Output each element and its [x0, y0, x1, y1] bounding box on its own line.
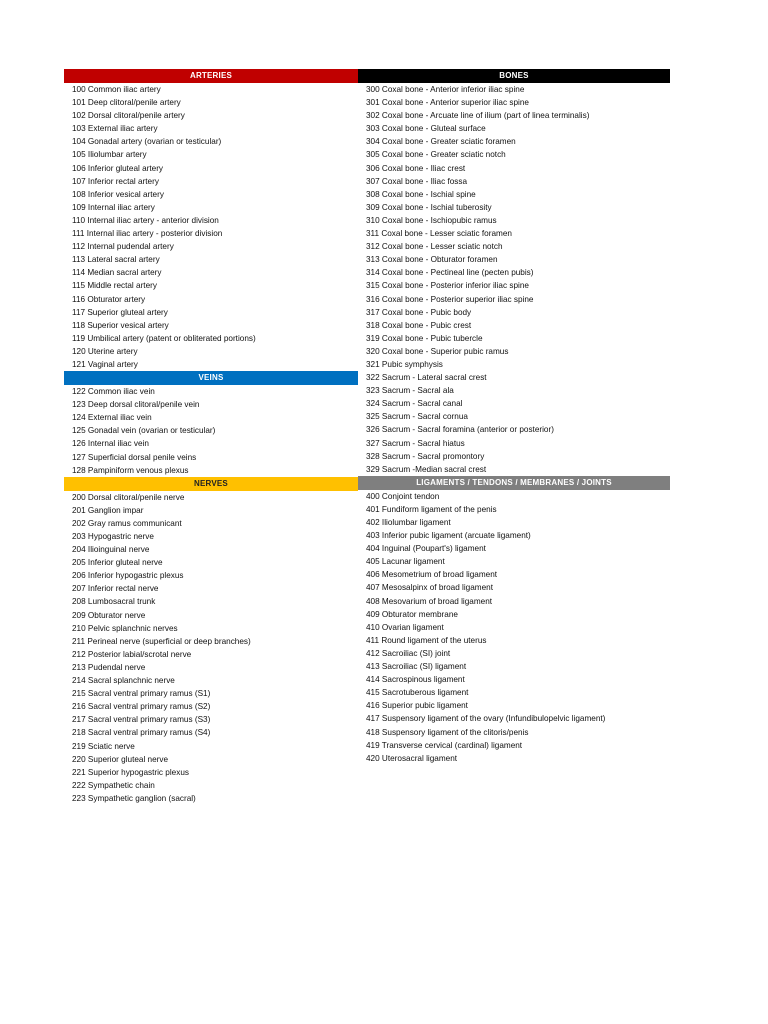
list-item: 407 Mesosalpinx of broad ligament: [366, 583, 493, 593]
list-item: 312 Coxal bone - Lesser sciatic notch: [366, 242, 503, 252]
list-item: 115 Middle rectal artery: [72, 281, 157, 291]
list-item: 310 Coxal bone - Ischiopubic ramus: [366, 215, 497, 225]
list-item: 419 Transverse cervical (cardinal) ligament: [366, 740, 523, 750]
list-item: 417 Suspensory ligament of the ovary (Infundibulopelvic ligament): [366, 714, 606, 724]
list-item: 103 External iliac artery: [72, 124, 158, 134]
list-item: 128 Pampiniform venous plexus: [72, 465, 189, 475]
list-item: 202 Gray ramus communicant: [72, 518, 182, 528]
list-item: 119 Umbilical artery (patent or obliterated portions): [72, 333, 256, 343]
list-item: 110 Internal iliac artery - anterior division: [72, 215, 219, 225]
list-item: 318 Coxal bone - Pubic crest: [366, 320, 472, 330]
list-item: 203 Hypogastric nerve: [72, 532, 154, 541]
left-column: [64, 69, 358, 805]
list-item: 413 Sacroiliac (SI) ligament: [366, 662, 467, 672]
veins-list: [64, 385, 358, 477]
list-item: 205 Inferior gluteal nerve: [72, 558, 163, 568]
list-item: 212 Posterior labial/scrotal nerve: [72, 649, 192, 659]
list-item: 222 Sympathetic chain: [72, 780, 155, 790]
list-item: 326 Sacrum - Sacral foramina (anterior or posterior): [366, 425, 554, 435]
list-item: 213 Pudendal nerve: [72, 662, 146, 672]
list-item: 116 Obturator artery: [72, 294, 146, 304]
list-item: 127 Superficial dorsal penile veins: [72, 452, 197, 462]
list-item: 122 Common iliac vein: [72, 387, 155, 397]
list-item: 416 Superior pubic ligament: [366, 701, 468, 711]
list-item: 307 Coxal bone - Iliac fossa: [366, 176, 468, 186]
list-item: 209 Obturator nerve: [72, 610, 146, 620]
list-item: 204 Ilioinguinal nerve: [72, 545, 150, 555]
list-item: 411 Round ligament of the uterus: [366, 635, 487, 645]
list-item: 323 Sacrum - Sacral ala: [366, 386, 454, 396]
list-item: 315 Coxal bone - Posterior inferior iliac spine: [366, 281, 529, 291]
nerves-header: NERVES: [64, 477, 358, 491]
list-item: 118 Superior vesical artery: [72, 320, 169, 330]
list-item: 316 Coxal bone - Posterior superior iliac spine: [366, 294, 534, 304]
list-item: 217 Sacral ventral primary ramus (S3): [72, 715, 211, 725]
list-item: 113 Lateral sacral artery: [72, 255, 160, 265]
list-item: 311 Coxal bone - Lesser sciatic foramen: [366, 229, 512, 239]
list-item: 300 Coxal bone - Anterior inferior iliac spine: [366, 85, 525, 94]
veins-header: VEINS: [64, 371, 358, 385]
list-item: 121 Vaginal artery: [72, 359, 138, 369]
list-item: 126 Internal iliac vein: [72, 439, 149, 449]
list-item: 400 Conjoint tendon: [366, 491, 440, 501]
bones-header: BONES: [358, 69, 670, 83]
list-item: 107 Inferior rectal artery: [72, 176, 159, 186]
list-item: 324 Sacrum - Sacral canal: [366, 399, 463, 409]
list-item: 211 Perineal nerve (superficial or deep branches): [72, 636, 251, 646]
list-item: 309 Coxal bone - Ischial tuberosity: [366, 202, 492, 212]
right-column: [358, 69, 670, 765]
list-item: 304 Coxal bone - Greater sciatic foramen: [366, 137, 516, 147]
list-item: 408 Mesovarium of broad ligament: [366, 596, 493, 606]
list-item: 218 Sacral ventral primary ramus (S4): [72, 728, 211, 738]
list-item: 401 Fundiform ligament of the penis: [366, 504, 497, 514]
list-item: 322 Sacrum - Lateral sacral crest: [366, 373, 487, 383]
list-item: 200 Dorsal clitoral/penile nerve: [72, 492, 185, 502]
list-item: 102 Dorsal clitoral/penile artery: [72, 111, 185, 121]
list-item: 216 Sacral ventral primary ramus (S2): [72, 702, 211, 712]
list-item: 215 Sacral ventral primary ramus (S1): [72, 689, 211, 699]
list-item: 106 Inferior gluteal artery: [72, 163, 164, 173]
list-item: 105 Iliolumbar artery: [72, 150, 147, 160]
list-item: 100 Common iliac artery: [72, 85, 161, 94]
arteries-header: ARTERIES: [64, 69, 358, 83]
list-item: 418 Suspensory ligament of the clitoris/penis: [366, 727, 529, 737]
list-item: 327 Sacrum - Sacral hiatus: [366, 438, 465, 448]
list-item: 104 Gonadal artery (ovarian or testicular): [72, 137, 222, 147]
list-item: 414 Sacrospinous ligament: [366, 675, 465, 685]
ligaments-header: LIGAMENTS / TENDONS / MEMBRANES / JOINTS: [358, 476, 670, 490]
list-item: 320 Coxal bone - Superior pubic ramus: [366, 346, 509, 356]
list-item: 305 Coxal bone - Greater sciatic notch: [366, 150, 506, 160]
list-item: 219 Sciatic nerve: [72, 741, 135, 751]
list-item: 123 Deep dorsal clitoral/penile vein: [72, 400, 200, 410]
list-item: 109 Internal iliac artery: [72, 202, 155, 212]
list-item: 207 Inferior rectal nerve: [72, 584, 159, 594]
list-item: 220 Superior gluteal nerve: [72, 754, 169, 764]
list-item: 321 Pubic symphysis: [366, 359, 443, 369]
list-item: 223 Sympathetic ganglion (sacral): [72, 793, 196, 803]
list-item: 301 Coxal bone - Anterior superior iliac spine: [366, 98, 529, 108]
list-item: 111 Internal iliac artery - posterior division: [72, 229, 223, 239]
list-item: 303 Coxal bone - Gluteal surface: [366, 124, 486, 134]
list-item: 420 Uterosacral ligament: [366, 753, 458, 763]
list-item: 101 Deep clitoral/penile artery: [72, 98, 181, 108]
list-item: 415 Sacrotuberous ligament: [366, 688, 469, 698]
list-item: 120 Uterine artery: [72, 346, 138, 356]
list-item: 206 Inferior hypogastric plexus: [72, 571, 184, 581]
list-item: 314 Coxal bone - Pectineal line (pecten pubis): [366, 268, 534, 278]
list-item: 112 Internal pudendal artery: [72, 242, 174, 252]
list-item: 319 Coxal bone - Pubic tubercle: [366, 333, 483, 343]
list-item: 117 Superior gluteal artery: [72, 307, 168, 317]
list-item: 409 Obturator membrane: [366, 609, 458, 619]
list-item: 114 Median sacral artery: [72, 268, 162, 278]
nerves-list: [64, 491, 358, 805]
list-item: 402 Iliolumbar ligament: [366, 518, 451, 527]
list-item: 221 Superior hypogastric plexus: [72, 767, 189, 777]
list-item: 108 Inferior vesical artery: [72, 189, 164, 199]
list-item: 313 Coxal bone - Obturator foramen: [366, 255, 498, 265]
list-item: 328 Sacrum - Sacral promontory: [366, 451, 485, 461]
arteries-list: [64, 83, 358, 371]
list-item: 214 Sacral splanchnic nerve: [72, 676, 175, 686]
list-item: 412 Sacroiliac (SI) joint: [366, 648, 451, 658]
list-item: 329 Sacrum -Median sacral crest: [366, 464, 487, 474]
list-item: 308 Coxal bone - Ischial spine: [366, 189, 476, 199]
list-item: 325 Sacrum - Sacral cornua: [366, 412, 468, 422]
list-item: 201 Ganglion impar: [72, 505, 144, 515]
ligaments-list: [358, 490, 670, 765]
list-item: 124 External iliac vein: [72, 413, 152, 423]
list-item: 317 Coxal bone - Pubic body: [366, 307, 472, 317]
list-item: 403 Inferior pubic ligament (arcuate ligament): [366, 531, 531, 541]
list-item: 302 Coxal bone - Arcuate line of ilium (part of linea terminalis): [366, 111, 590, 121]
list-item: 125 Gonadal vein (ovarian or testicular): [72, 426, 216, 436]
list-item: 405 Lacunar ligament: [366, 557, 445, 567]
list-item: 410 Ovarian ligament: [366, 622, 444, 632]
list-item: 210 Pelvic splanchnic nerves: [72, 623, 178, 633]
list-item: 404 Inguinal (Poupart's) ligament: [366, 544, 486, 554]
list-item: 306 Coxal bone - Iliac crest: [366, 163, 466, 173]
bones-list: [358, 83, 670, 476]
list-item: 406 Mesometrium of broad ligament: [366, 570, 498, 580]
list-item: 208 Lumbosacral trunk: [72, 597, 156, 607]
